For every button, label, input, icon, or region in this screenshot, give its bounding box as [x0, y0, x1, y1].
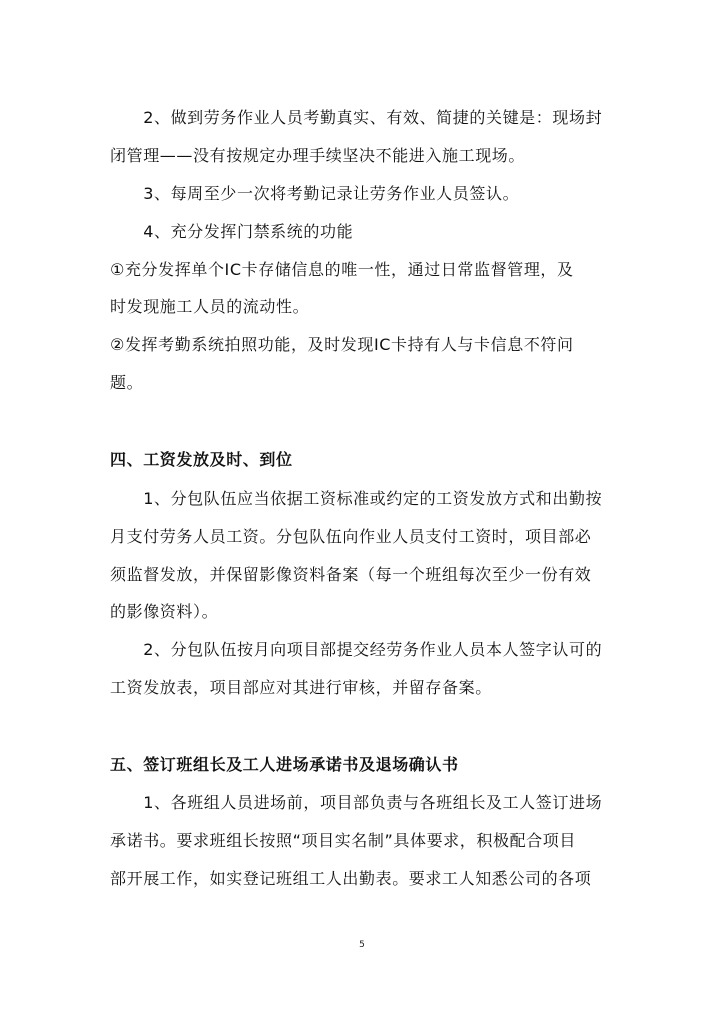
paragraph-2-line-1: 2、做到劳务作业人员考勤真实、有效、简捷的关键是：现场封 — [110, 108, 603, 127]
section4-p1-line-2: 月支付劳务人员工资。分包队伍向作业人员支付工资时，项目部必 — [110, 527, 592, 546]
section5-p1-line-1: 1、各班组人员进场前，项目部负责与各班组长及工人签订进场 — [110, 793, 603, 812]
page-number: 5 — [359, 940, 365, 950]
section5-p1-line-3: 部开展工作，如实登记班组工人出勤表。要求工人知悉公司的各项 — [110, 869, 592, 888]
item-2-line-2: 题。 — [110, 373, 144, 392]
section4-p1-line-1: 1、分包队伍应当依据工资标准或约定的工资发放方式和出勤按 — [110, 489, 603, 508]
item-1-line-2: 时发现施工人员的流动性。 — [110, 297, 310, 316]
paragraph-3-line-1: 3、每周至少一次将考勤记录让劳务作业人员签认。 — [110, 184, 520, 203]
paragraph-2-line-2: 闭管理——没有按规定办理手续坚决不能进入施工现场。 — [110, 146, 526, 165]
section4-p1-line-4: 的影像资料）。 — [110, 602, 219, 621]
item-1-line-1: ①充分发挥单个IC卡存储信息的唯一性，通过日常监督管理，及 — [110, 260, 574, 279]
section-heading-4: 四、工资发放及时、到位 — [110, 450, 293, 469]
section4-p2-line-1: 2、分包队伍按月向项目部提交经劳务作业人员本人签字认可的 — [110, 640, 603, 659]
section4-p1-line-3: 须监督发放，并保留影像资料备案（每一个班组每次至少一份有效 — [110, 565, 592, 584]
section4-p2-line-2: 工资发放表，项目部应对其进行审核，并留存备案。 — [110, 678, 492, 697]
section5-p1-line-2: 承诺书。要求班组长按照“项目实名制”具体要求，积极配合项目 — [110, 831, 576, 850]
item-2-line-1: ②发挥考勤系统拍照功能，及时发现IC卡持有人与卡信息不符问 — [110, 335, 574, 354]
section-heading-5: 五、签订班组长及工人进场承诺书及退场确认书 — [110, 755, 459, 774]
paragraph-4-line-1: 4、充分发挥门禁系统的功能 — [110, 222, 354, 241]
